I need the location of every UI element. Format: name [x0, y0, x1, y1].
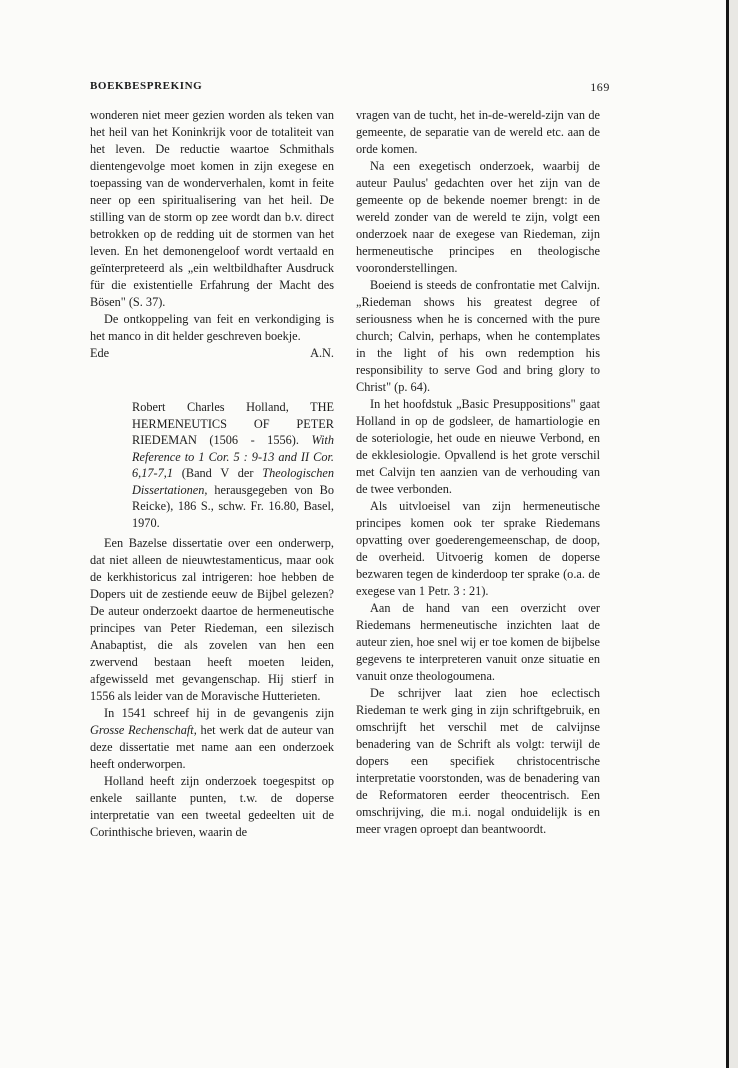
signoff-place: Ede — [90, 346, 110, 360]
paragraph: Een Bazelse dissertatie over een onderwerp, dat niet alleen de nieuwtestamenticus, maar ook de kerkhistoricus zal intrigeren: hoe hebben de Dopers uit de zestiende eeuw de Bijbel gelezen? De auteur onderzoekt daartoe de hermeneutische principes van Peter Riedeman, een silezisch Anabaptist, die als zovelen van hen een zwervend bestaan heeft moeten leiden, afgewisseld met gevangenschap. Hij stierf in 1556 als leider van de Moravische Hutterieten. — [90, 536, 334, 703]
book-author: Robert Charles Holland, — [132, 400, 289, 414]
running-header — [90, 80, 610, 96]
paragraph: Holland heeft zijn onderzoek toegespitst op enkele saillante punten, t.w. de doperse interpretatie van een tweetal gedeelten uit de Corinthische brieven, waarin de — [90, 774, 334, 839]
book-details: herausgegeben von Bo Reicke), 186 S., schw. Fr. 16.80, Basel, 1970. — [132, 482, 334, 530]
book-title: THE HERMENEUTICS OF PETER RIEDEMAN (1506 - 1556). — [132, 400, 334, 447]
paragraph: Aan de hand van een overzicht over Riedemans hermeneutische inzichten laat de auteur zien, hoe snel wij er toe komen de bijbelse gegevens te interpreteren vanuit onze situatie en vanuit onze theologoumena. — [356, 601, 600, 683]
review-signoff — [90, 345, 334, 362]
book-citation — [132, 399, 334, 531]
paragraph — [90, 705, 334, 773]
text-span: In 1541 schreef hij in de gevangenis zijn — [104, 706, 334, 720]
paragraph: De schrijver laat zien hoe eclectisch Riedeman te werk ging in zijn schriftgebruik, en omschrijft het verschil met de calvijnse benadering van de Schrift als volgt: terwijl de dopers een specifiek christocentrische interpretatie voorstonden, was de benadering van de Reformatoren eerder theocentrisch. Een omschrijving, die m.i. nogal onduidelijk is en meer vragen oproept dan beantwoordt. — [356, 686, 600, 836]
left-column — [90, 107, 334, 841]
book-subtitle: With Reference to 1 Cor. 5 : 9-13 and II Cor. 6,17-7,1 — [132, 433, 334, 480]
book-series: Theologischen Dissertationen, — [132, 466, 334, 497]
scan-edge — [726, 0, 729, 1068]
paragraph: vragen van de tucht, het in-de-wereld-zijn van de gemeente, de separatie van de wereld etc. aan de orde komen. — [356, 108, 600, 156]
section-title: BOEKBESPREKING — [90, 80, 203, 92]
book-series-prefix: (Band V der — [181, 466, 254, 480]
text-span: het werk dat de auteur van deze dissertatie met name aan een onderzoek heeft onderworpen. — [90, 723, 335, 771]
paragraph: Als uitvloeisel van zijn hermeneutische principes komen ook ter sprake Riedemans opvatting over goederengemeenschap, de doop, de overheid. Uitvoerig komen de doperse bezwaren tegen de kinderdoop ter sprake (o.a. de exegese van 1 Petr. 3 : 21). — [356, 499, 600, 598]
paragraph: Na een exegetisch onderzoek, waarbij de auteur Paulus' gedachten over het zijn van de gemeente op de bekende noemer brengt: in de wereld zonder van de wereld te zijn, volgt een onderzoek naar de exegese van Riedeman, zijn hermeneutische principes en theologische vooronderstellingen. — [356, 159, 600, 275]
paragraph: In het hoofdstuk „Basic Presuppositions" gaat Holland in op de godsleer, de hamartiologie en de soteriologie, het oude en nieuwe Verbond, en de ekklesiologie. Opvallend is het grote verschil met Calvijn ten aanzien van de verhouding van de twee verbonden. — [356, 397, 600, 496]
paragraph: Boeiend is steeds de confrontatie met Calvijn. „Riedeman shows his greatest degree of seriousness when he is concerned with the pure church; Calvin, perhaps, when he contemplates in the light of his own redemption his responsibility to serve God and bring glory to Christ" (p. 64). — [356, 278, 600, 394]
right-column — [356, 107, 600, 838]
paragraph: De ontkoppeling van feit en verkondiging is het manco in dit helder geschreven boekje. — [90, 312, 334, 343]
italic-work-title: Grosse Rechenschaft, — [90, 723, 197, 737]
signoff-initials: A.N. — [310, 346, 334, 360]
page-number: 169 — [590, 80, 610, 94]
paragraph: wonderen niet meer gezien worden als teken van het heil van het Koninkrijk voor de totaliteit van het leven. De reductie waartoe Schmithals dientengevolge moet komen in zijn exegese en toepassing van de wonderverhalen, komt in feite neer op een spiritualisering van het heil. De stilling van de storm op zee wordt dan b.v. direct betrokken op de redding uit de stormen van het leven. En het demonengeloof wordt vertaald en geïnterpreteerd als „ein weltbildhafter Ausdruck für die existentielle Erfahrung der Macht des Bösen" (S. 37). — [90, 108, 334, 309]
